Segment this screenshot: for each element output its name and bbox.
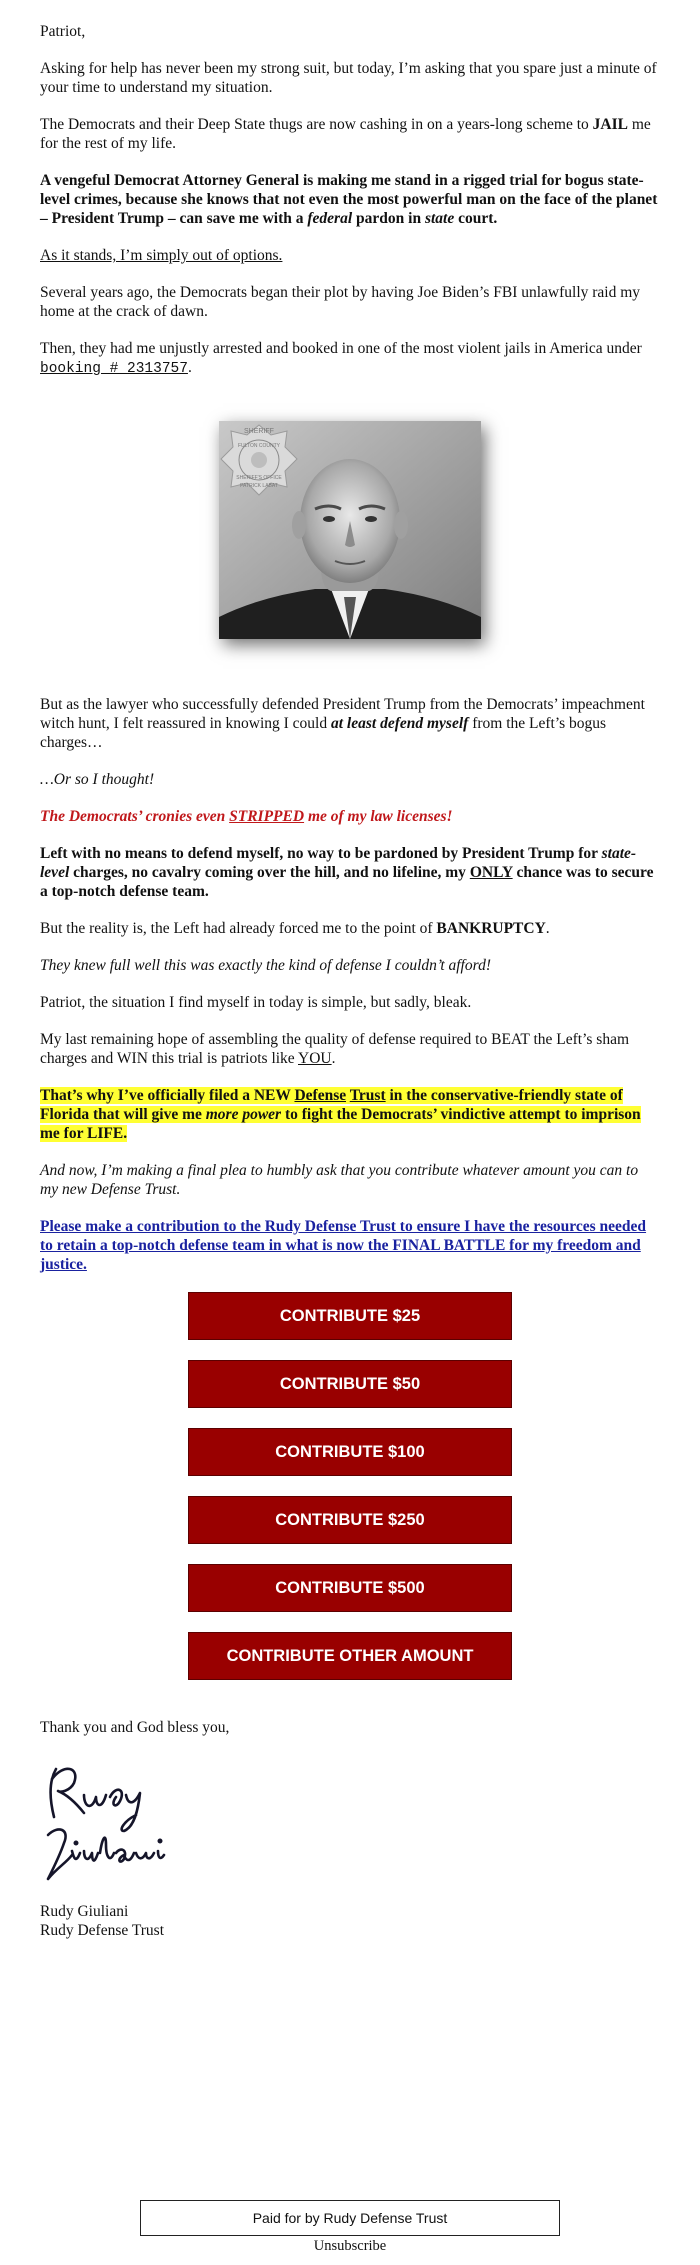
emphasis: ONLY [469, 864, 513, 881]
text: . [545, 920, 550, 937]
signature [40, 1755, 660, 1900]
emphasis: STRIPPED [229, 808, 305, 825]
contribute-250-button[interactable]: CONTRIBUTE $250 [188, 1496, 512, 1544]
text: pardon in [352, 210, 425, 227]
attorney-general-paragraph [40, 171, 660, 228]
closing-line: Thank you and God bless you, [40, 1719, 230, 1736]
licenses-stripped-paragraph [40, 807, 660, 826]
badge-text-name: PATRICK LABAT [240, 483, 278, 489]
footer [140, 2200, 560, 2255]
mugshot-container [40, 421, 660, 639]
bankruptcy-paragraph [40, 919, 660, 938]
emphasis: state [424, 210, 455, 227]
defended-trump-paragraph [40, 695, 660, 752]
badge-text-office: SHERIFF'S OFFICE [236, 475, 282, 481]
text: But the reality is, the Left had already forced me to the point of [40, 920, 437, 937]
emphasis: JAIL [592, 116, 628, 133]
underlined-text: As it stands, I’m simply out of options. [40, 247, 283, 264]
so-i-thought-paragraph [40, 770, 660, 789]
italic-text: …Or so I thought! [40, 771, 155, 788]
signer-name: Rudy Giuliani [40, 1903, 129, 1920]
mugshot-illustration [219, 421, 481, 639]
final-plea-paragraph [40, 1161, 660, 1199]
text: chance was to secure a top-notch defense team. [40, 864, 654, 900]
contribute-25-button[interactable]: CONTRIBUTE $25 [188, 1292, 512, 1340]
text: me of my law licenses! [304, 808, 453, 825]
paid-for-disclaimer: Paid for by Rudy Defense Trust [140, 2200, 560, 2236]
text: But as the lawyer who successfully defended President Trump from the Democrats’ impeachment witch hunt, I felt reassured in knowing I could [40, 696, 645, 732]
could-not-afford-paragraph [40, 956, 660, 975]
contribution-buttons [40, 1292, 660, 1700]
contribute-other-amount-button[interactable]: CONTRIBUTE OTHER AMOUNT [188, 1632, 512, 1680]
text: The Democrats’ cronies even [40, 808, 230, 825]
text: A vengeful Democrat Attorney General is making me stand in a rigged trial for bogus state-level crimes, because she knows that not even the most powerful man on the face of the planet – President Trump – can save me with a [40, 172, 658, 227]
contribute-100-button[interactable]: CONTRIBUTE $100 [188, 1428, 512, 1476]
out-of-options-paragraph [40, 246, 660, 265]
emphasis: Defense [294, 1087, 347, 1104]
intro-paragraph: Asking for help has never been my strong suit, but today, I’m asking that you spare just a minute of your time to understand my situation. [40, 60, 657, 96]
defense-trust-paragraph [40, 1086, 660, 1143]
emphasis: Trust [349, 1087, 386, 1104]
emphasis: federal [307, 210, 353, 227]
emphasis: YOU [298, 1050, 332, 1067]
booking-paragraph [40, 339, 660, 379]
emphasis: state-level [40, 845, 637, 881]
highlight-text: in the conservative-friendly state of Florida that will give me [40, 1087, 623, 1123]
italic-text: And now, I’m making a final plea to humbly ask that you contribute whatever amount you can to my new Defense Trust. [40, 1162, 639, 1198]
badge-text-sheriff: SHERIFF [244, 428, 274, 435]
text: charges, no cavalry coming over the hill, and no lifeline, my [69, 864, 470, 881]
sheriff-badge [221, 425, 297, 495]
highlight-text: to fight the Democrats’ vindictive attempt to imprison me for LIFE. [40, 1106, 641, 1142]
contribution-link[interactable]: Please make a contribution to the Rudy Defense Trust to ensure I have the resources needed to retain a top-notch defense team in what is now the FINAL BATTLE for my freedom and justice. [40, 1218, 647, 1273]
text: court. [454, 210, 498, 227]
text: me for the rest of my life. [40, 116, 651, 152]
cta-paragraph [40, 1217, 660, 1274]
jail-paragraph [40, 115, 660, 153]
unsubscribe-link[interactable]: Unsubscribe [313, 2238, 387, 2254]
text: . [331, 1050, 336, 1067]
text: My last remaining hope of assembling the quality of defense required to BEAT the Left’s sham charges and WIN this trial is patriots like [40, 1031, 630, 1067]
raid-paragraph: Several years ago, the Democrats began their plot by having Joe Biden’s FBI unlawfully raid my home at the crack of dawn. [40, 284, 641, 320]
italic-text: They knew full well this was exactly the kind of defense I couldn’t afford! [40, 957, 491, 974]
no-means-paragraph [40, 844, 660, 901]
mugshot-image [219, 421, 481, 639]
text: Left with no means to defend myself, no way to be pardoned by President Trump for [40, 845, 602, 862]
emphasis: at least defend myself [331, 715, 469, 732]
email-body [40, 22, 660, 1940]
signature-illustration [40, 1755, 200, 1895]
contribute-50-button[interactable]: CONTRIBUTE $50 [188, 1360, 512, 1408]
highlight-text: That’s why I’ve officially filed a NEW [40, 1087, 295, 1104]
patriots-like-you-paragraph [40, 1030, 660, 1068]
emphasis: more power [205, 1106, 282, 1123]
text: from the Left’s bogus charges… [40, 715, 607, 751]
text: . [187, 359, 192, 376]
booking-number: booking # 2313757 [40, 361, 188, 377]
contribute-500-button[interactable]: CONTRIBUTE $500 [188, 1564, 512, 1612]
emphasis: BANKRUPTCY [436, 920, 546, 937]
signer-organization: Rudy Defense Trust [40, 1922, 165, 1939]
badge-text-county: FULTON COUNTY [237, 443, 281, 449]
text: Then, they had me unjustly arrested and booked in one of the most violent jails in America under [40, 340, 642, 357]
greeting: Patriot, [40, 23, 86, 40]
bleak-paragraph: Patriot, the situation I find myself in today is simple, but sadly, bleak. [40, 994, 472, 1011]
text: The Democrats and their Deep State thugs are now cashing in on a years-long scheme to [40, 116, 593, 133]
